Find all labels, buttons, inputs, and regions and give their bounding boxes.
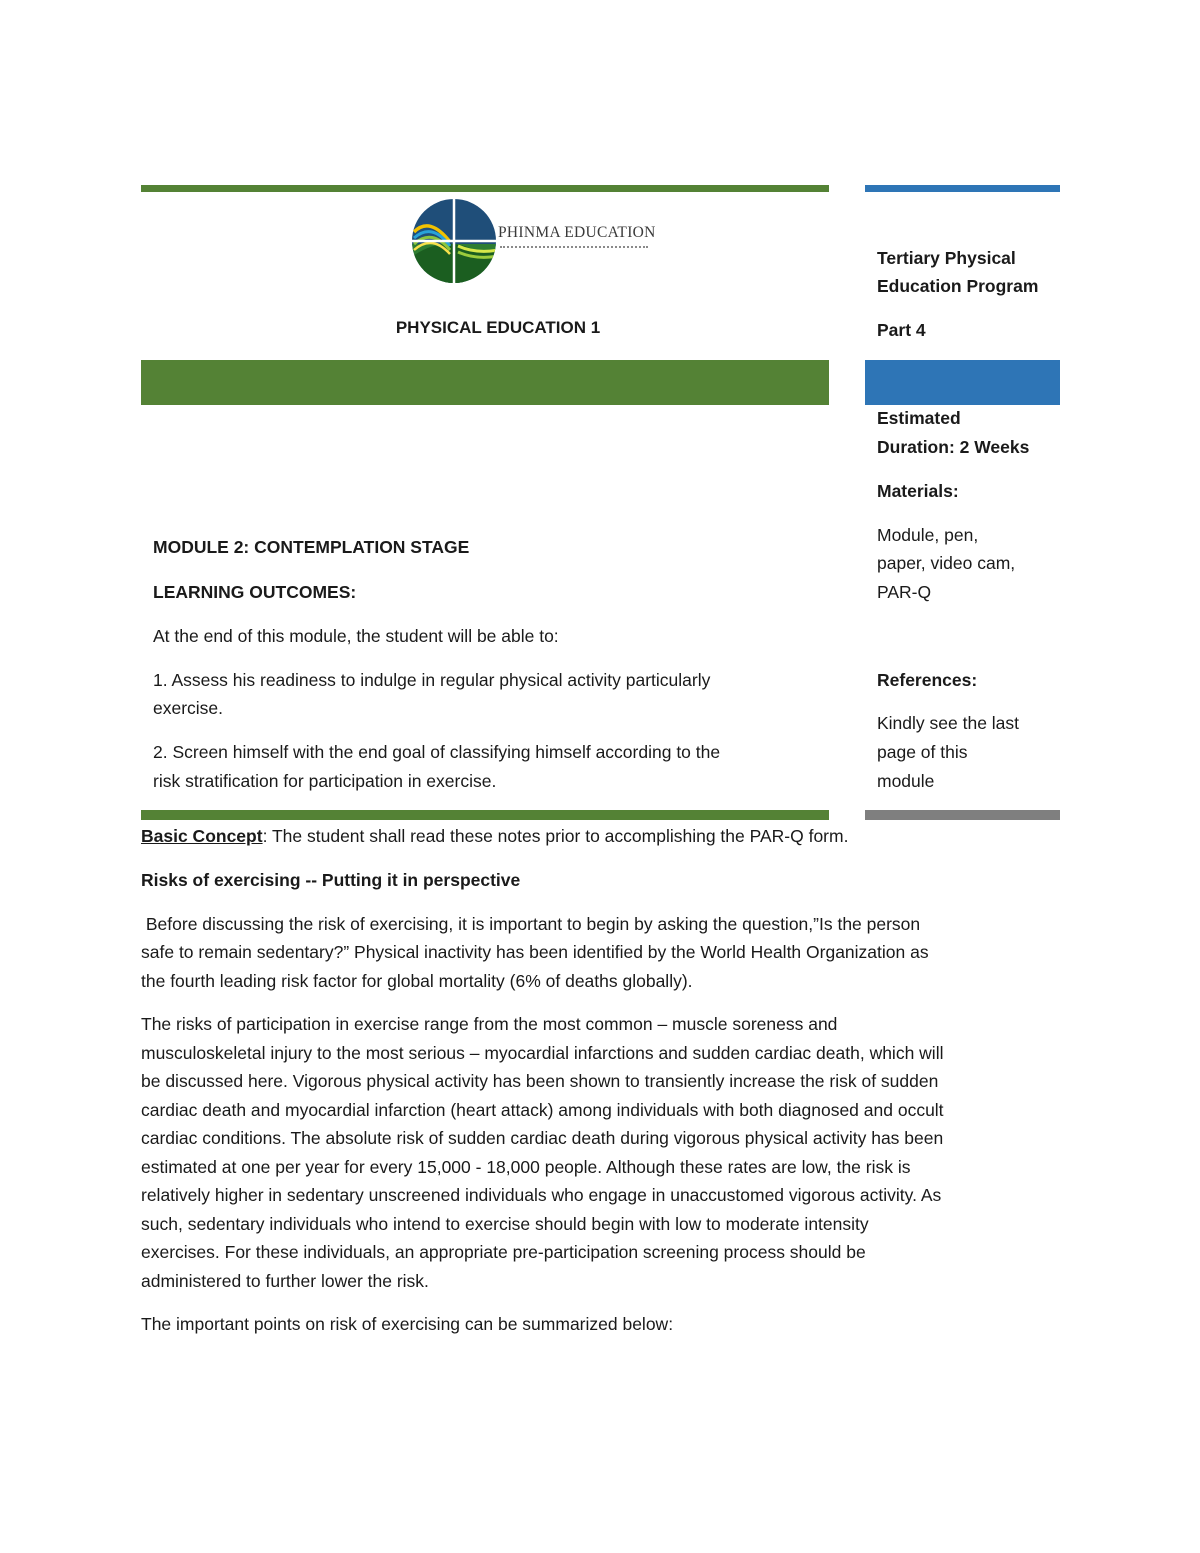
logo-tagline [500,246,648,250]
paragraph-2-line: exercises. For these individuals, an appropriate pre-participation screening process should be [141,1242,866,1262]
references-line-2: page of this [877,742,968,762]
basic-concept-label: Basic Concept [141,826,263,846]
outcome-1-line-2: exercise. [153,698,224,718]
paragraph-1-line: Before discussing the risk of exercising, it is important to begin by asking the question,”Is the person [141,914,921,934]
module-heading: MODULE 2: CONTEMPLATION STAGE [153,537,470,557]
outcome-2-line-2: risk stratification for participation in exercise. [153,771,497,791]
paragraph-2-line: musculoskeletal injury to the most serious – myocardial infarctions and sudden cardiac death, which will [141,1043,944,1063]
phinma-logo [410,196,655,286]
duration-line-1: Estimated [877,408,961,428]
bottom-grey-rule [865,810,1060,820]
program-line-2: Education Program [877,276,1039,296]
course-title: PHYSICAL EDUCATION 1 [395,318,601,337]
paragraph-1-line: safe to remain sedentary?” Physical inactivity has been identified by the World Health Organization as [141,942,929,962]
logo-wordmark: PHINMA EDUCATION [498,224,656,241]
references-line-1: Kindly see the last [877,713,1020,733]
references-label: References: [877,670,978,690]
materials-label: Materials: [877,481,959,501]
outcomes-intro: At the end of this module, the student will be able to: [153,626,559,646]
risks-heading: Risks of exercising -- Putting it in perspective [141,870,521,890]
part-label: Part 4 [877,320,926,340]
paragraph-2-line: The risks of participation in exercise range from the most common – muscle soreness and [141,1014,838,1034]
paragraph-2-line: such, sedentary individuals who intend to exercise should begin with low to moderate intensity [141,1214,869,1234]
program-line-1: Tertiary Physical [877,248,1016,268]
basic-concept-text: : The student shall read these notes prior to accomplishing the PAR-Q form. [262,826,849,846]
paragraph-2-line: be discussed here. Vigorous physical activity has been shown to transiently increase the risk of sudden [141,1071,939,1091]
summary-line: The important points on risk of exercising can be summarized below: [141,1314,674,1334]
phinma-globe-icon [410,196,498,286]
materials-line-2: paper, video cam, [877,553,1016,573]
paragraph-1-line: the fourth leading risk factor for global mortality (6% of deaths globally). [141,971,693,991]
paragraph-2-line: relatively higher in sedentary unscreened individuals who engage in unaccustomed vigorous activity. As [141,1185,942,1205]
green-banner [141,360,829,405]
top-blue-rule [865,185,1060,192]
paragraph-2-line: cardiac death and myocardial infarction (heart attack) among individuals with both diagnosed and occult [141,1100,944,1120]
duration-line-2: Duration: 2 Weeks [877,437,1030,457]
outcomes-label: LEARNING OUTCOMES: [153,582,357,602]
materials-line-3: PAR-Q [877,582,932,602]
top-green-rule [141,185,829,192]
paragraph-2-line: cardiac conditions. The absolute risk of sudden cardiac death during vigorous physical activity has been [141,1128,944,1148]
paragraph-2-line: administered to further lower the risk. [141,1271,429,1291]
references-line-3: module [877,771,935,791]
outcome-1-line-1: 1. Assess his readiness to indulge in regular physical activity particularly [153,670,711,690]
blue-banner [865,360,1060,405]
bottom-green-rule [141,810,829,820]
paragraph-2-line: estimated at one per year for every 15,000 - 18,000 people. Although these rates are low, the risk is [141,1157,911,1177]
basic-concept-line [141,822,848,851]
materials-line-1: Module, pen, [877,525,979,545]
outcome-2-line-1: 2. Screen himself with the end goal of classifying himself according to the [153,742,721,762]
